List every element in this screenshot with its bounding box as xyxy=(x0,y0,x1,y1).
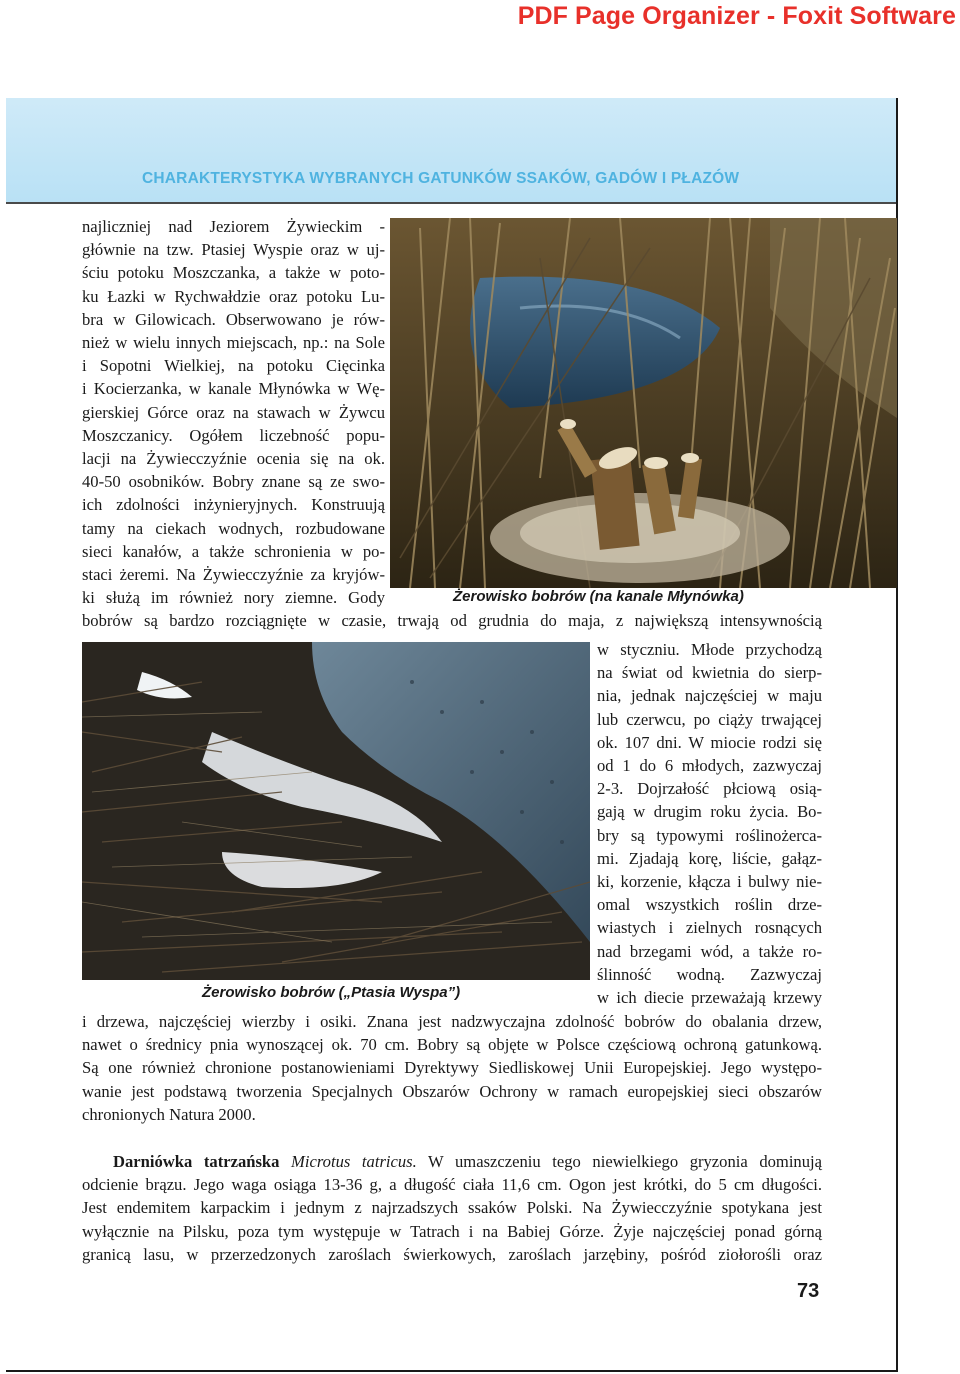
text-line: i Kocierzanka, w kanale Młynówka w Wę- xyxy=(82,379,385,399)
page-number: 73 xyxy=(797,1280,820,1302)
species-latin-name: Microtus tatricus. xyxy=(291,1152,417,1171)
text-line: nież w wielu innych miejscach, np.: na Sole xyxy=(82,333,385,352)
text-line-rest: W umaszczeniu tego niewielkiego gryzonia dominują xyxy=(416,1152,822,1171)
text-line: omal wszystkich roślin drze- xyxy=(597,895,822,915)
text-line: głównie na tzw. Ptasiej Wyspie oraz w uj- xyxy=(82,240,385,260)
text-line: najliczniej nad Jeziorem Żywieckim - xyxy=(82,217,385,236)
text-line: ślinność wodną. Zazwyczaj xyxy=(597,964,822,984)
text-line: ok. 107 dni. W miocie rodzi się xyxy=(597,732,822,752)
text-line: w styczniu. Młode przychodzą xyxy=(597,640,822,659)
text-line: Jest endemitem karpackim i jednym z najrzadszych ssaków Polski. Na Żywiecczyźnie spotykana jest xyxy=(82,1198,822,1218)
text-line: Moszczanicy. Ogółem liczebność popu- xyxy=(82,425,385,445)
text-line: lacji na Żywiecczyźnie ocenia się na ok. xyxy=(82,449,385,468)
text-line: ku Łazki w Rychwałdzie oraz potoku Lu- xyxy=(82,286,385,306)
text-line: granicą lasu, w przerzedzonych zaroślach świerkowych, zaroślach jarzębiny, pośród ziołorośli oraz xyxy=(82,1244,822,1264)
species-name: Darniówka tatrzańska xyxy=(113,1152,280,1171)
text-line: wyłącznie na Pilsku, poza tym występuje w Tatrach i na Babiej Górze. Żyje najczęściej ponad górną xyxy=(82,1221,822,1241)
text-line: w ich diecie przeważają krzewy xyxy=(597,988,822,1007)
text-line: nia, jednak najczęściej w maju xyxy=(597,686,822,706)
text-line: 40-50 osobników. Bobry znane są ze swo- xyxy=(82,472,385,492)
text-line: gają w drugim roku życia. Bo- xyxy=(597,802,822,822)
photo-beaver-ptasia-wyspa xyxy=(82,642,590,980)
text-line: ki, korzenie, kłącza i bulwy nie- xyxy=(597,872,822,891)
text-line: mi. Zjadają korę, liście, gałąz- xyxy=(597,848,822,868)
text-line-full-width: bobrów są bardzo rozciągnięte w czasie, trwają od grudnia do maja, z największą intensywnością xyxy=(82,611,822,631)
text-line-species-intro xyxy=(113,1150,822,1173)
text-line: sieci kanałów, a także schronienia w po- xyxy=(82,541,385,561)
section-header-title: CHARAKTERYSTYKA WYBRANYCH GATUNKÓW SSAKÓW, GADÓW I PŁAZÓW xyxy=(142,170,740,187)
photo-beaver-canal xyxy=(390,218,897,588)
photo-caption-ptasia-wyspa: Żerowisko bobrów („Ptasia Wyspa”) xyxy=(202,984,461,1001)
text-line: i Sopotni Wielkiej, na potoku Cięcinka xyxy=(82,356,385,376)
text-line: wanie jest podstawą tworzenia Specjalnych Obszarów Ochrony w ramach europejskiej sieci obszarów xyxy=(82,1081,822,1101)
text-line: ki służą im również nory ziemne. Gody xyxy=(82,588,385,608)
text-line: nad brzegami wód, a także ro- xyxy=(597,941,822,961)
text-line: i drzewa, najczęściej wierzby i osiki. Znana jest nadzwyczajna zdolność bobrów do obalania drzew, xyxy=(82,1012,822,1031)
text-line: wiastych i zielnych rosnących xyxy=(597,918,822,938)
text-line: bry są typowymi roślinożerca- xyxy=(597,825,822,845)
text-line: chronionych Natura 2000. xyxy=(82,1104,256,1124)
text-line: na świat od kwietnia do sierp- xyxy=(597,663,822,683)
text-line: ściu potoku Moszczanka, a także w poto- xyxy=(82,263,385,283)
text-line: tamy na ciekach wodnych, rozbudowane xyxy=(82,518,385,538)
text-line: gierskiej Górce oraz na stawach w Żywcu xyxy=(82,402,385,422)
text-line: ich zdolności inżynieryjnych. Konstruują xyxy=(82,495,385,515)
text-line: Są one również chronione postanowieniami Dyrektywy Siedliskowej Unii Europejskiej. Jego występo- xyxy=(82,1058,822,1078)
text-line: od 1 do 6 młodych, zazwyczaj xyxy=(597,756,822,775)
text-line: bra w Gilowicach. Obserwowano je rów- xyxy=(82,309,385,329)
text-line: 2-3. Dojrzałość płciową osią- xyxy=(597,779,822,799)
watermark-text: PDF Page Organizer - Foxit Software xyxy=(517,2,956,30)
photo-caption-canal: Żerowisko bobrów (na kanale Młynówka) xyxy=(453,588,744,605)
text-line: nawet o średnicy pnia wynoszącej ok. 70 cm. Bobry są objęte w Polsce częściową ochroną gatunkową. xyxy=(82,1035,822,1055)
text-line: staci żeremi. Na Żywiecczyźnie za kryjów- xyxy=(82,565,385,584)
text-line: odcienie brązu. Jego waga osiąga 13-36 g, a długość ciała 11,6 cm. Ogon jest krótki, do 5 cm długości. xyxy=(82,1175,822,1195)
text-line: lub czerwcu, po ciąży trwającej xyxy=(597,709,822,729)
